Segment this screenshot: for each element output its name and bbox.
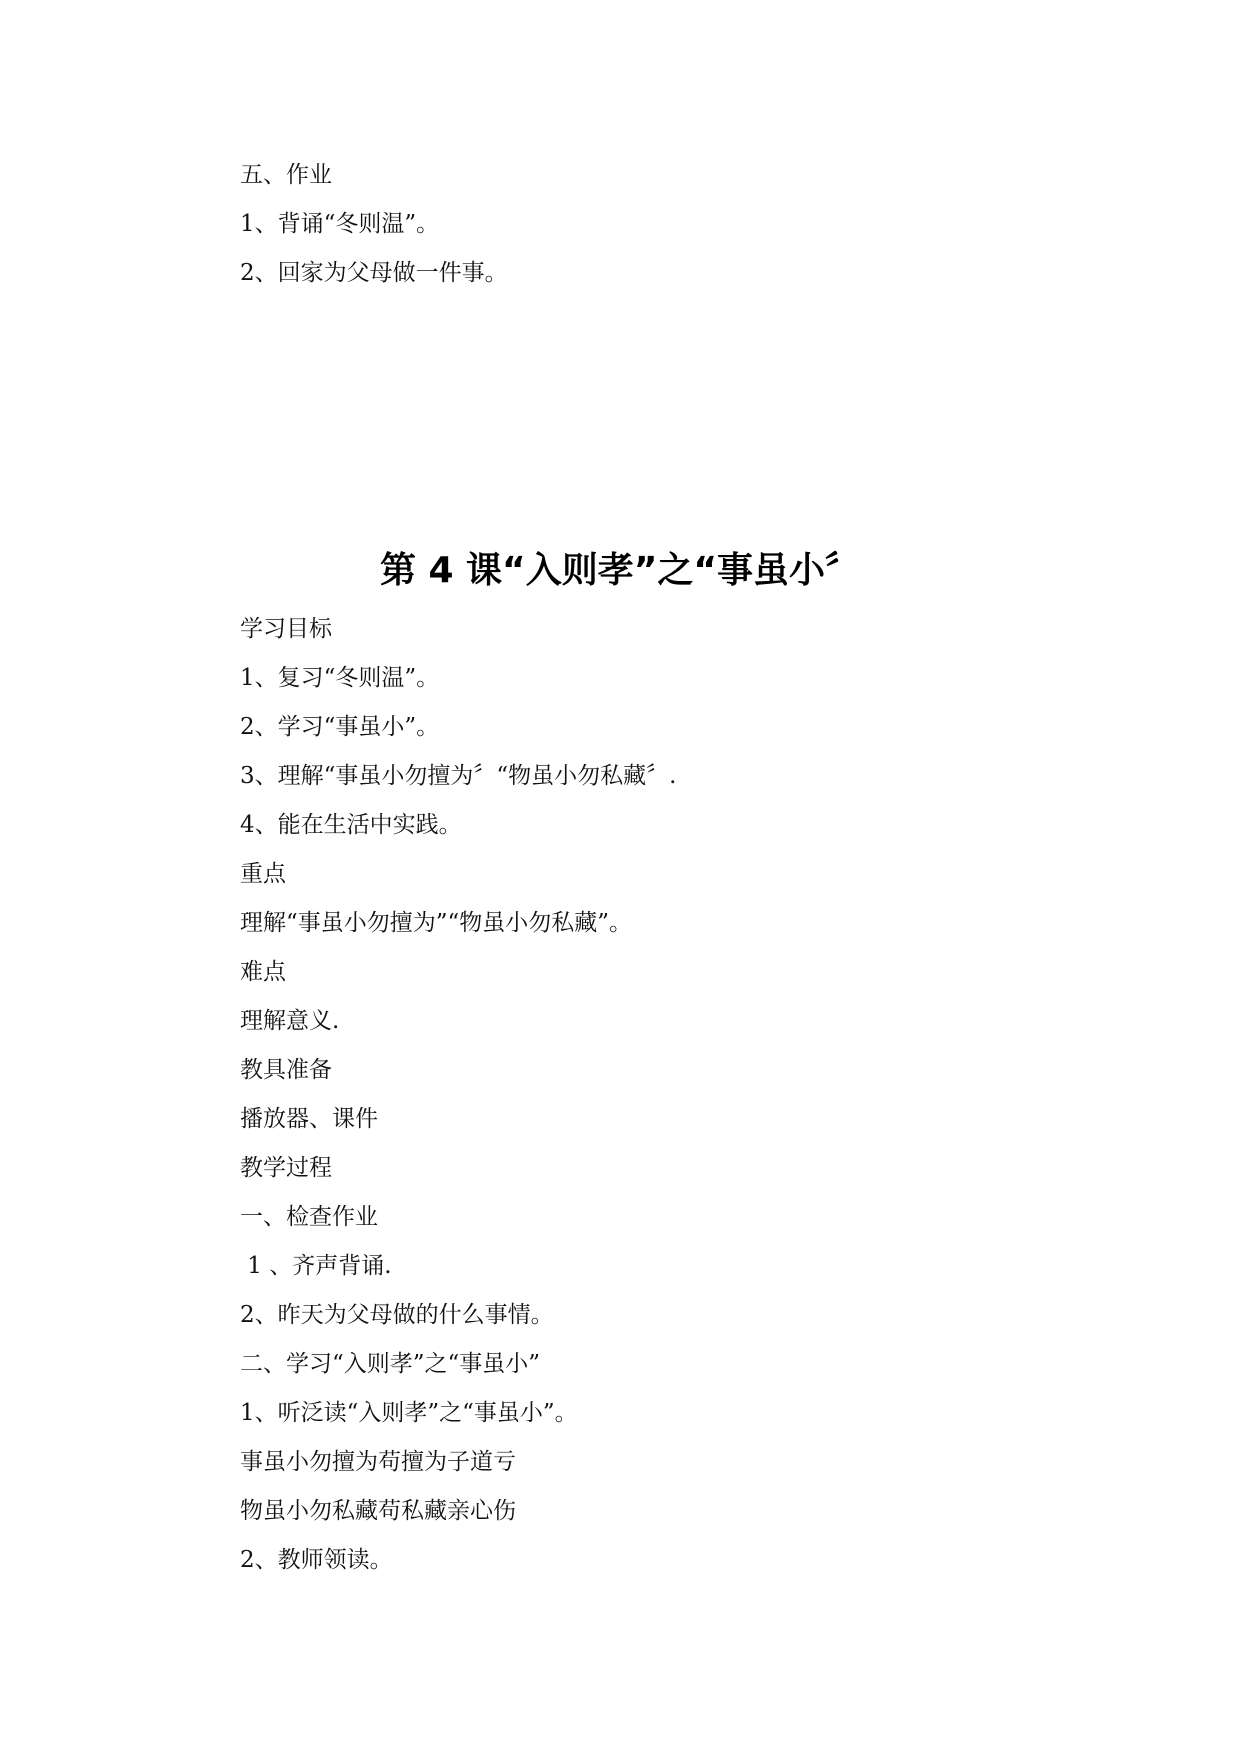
heading-teaching-process: 教学过程 bbox=[240, 1155, 332, 1181]
goal-item: 3、理解“事虽小勿擅为〞“物虽小勿私藏〞. bbox=[240, 763, 677, 789]
homework-item: 1、背诵“冬则温”。 bbox=[240, 211, 440, 237]
homework-section bbox=[240, 151, 1000, 298]
heading-difficulties: 难点 bbox=[240, 959, 286, 985]
lesson-body bbox=[240, 605, 1000, 1585]
heading-key-points: 重点 bbox=[240, 861, 286, 887]
heading-materials: 教具准备 bbox=[240, 1057, 332, 1083]
section-heading-homework: 五、作业 bbox=[240, 162, 332, 188]
difficulties-text: 理解意义. bbox=[240, 1008, 340, 1034]
process-step-item: 1、听泛读“入则孝”之“事虽小”。 bbox=[240, 1400, 578, 1426]
process-step-heading: 二、学习“入则孝”之“事虽小” bbox=[240, 1351, 541, 1377]
goal-item: 4、能在生活中实践。 bbox=[240, 812, 462, 838]
lesson-title: 第 4 课“入则孝”之“事虽小〞 bbox=[379, 550, 862, 591]
process-step-item: 1 、齐声背诵. bbox=[240, 1253, 392, 1279]
verse-line: 事虽小勿擅为苟擅为子道亏 bbox=[240, 1449, 516, 1475]
materials-text: 播放器、课件 bbox=[240, 1106, 378, 1132]
verse-line: 物虽小勿私藏苟私藏亲心伤 bbox=[240, 1498, 516, 1524]
homework-item: 2、回家为父母做一件事。 bbox=[240, 260, 508, 286]
goal-item: 1、复习“冬则温”。 bbox=[240, 665, 440, 691]
goal-item: 2、学习“事虽小”。 bbox=[240, 714, 440, 740]
heading-learning-goals: 学习目标 bbox=[240, 616, 332, 642]
key-points-text: 理解“事虽小勿擅为”“物虽小勿私藏”。 bbox=[240, 910, 633, 936]
process-step-item: 2、教师领读。 bbox=[240, 1547, 393, 1573]
process-step-heading: 一、检查作业 bbox=[240, 1204, 378, 1230]
process-step-item: 2、昨天为父母做的什么事情。 bbox=[240, 1302, 554, 1328]
